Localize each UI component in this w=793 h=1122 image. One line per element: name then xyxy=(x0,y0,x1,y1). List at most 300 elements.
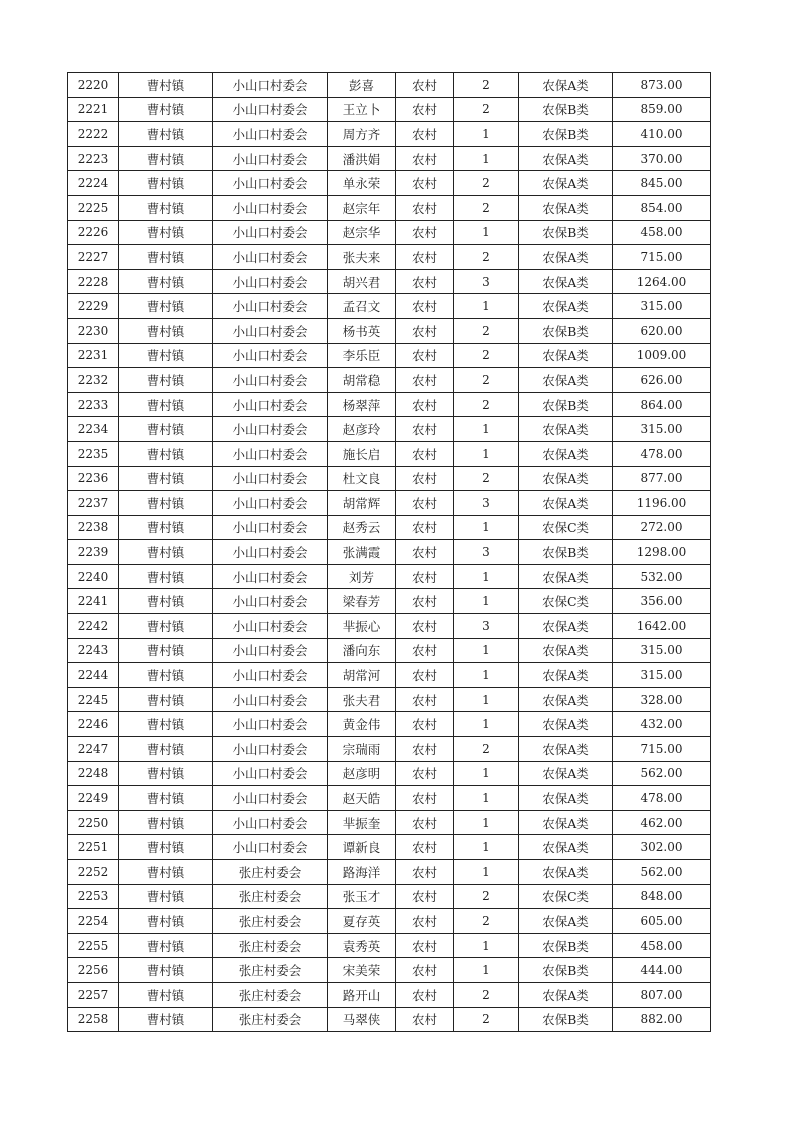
table-row xyxy=(68,564,711,589)
household-type-cell: 农村 xyxy=(396,982,454,1007)
name-cell: 梁春芳 xyxy=(328,589,396,614)
household-type-cell: 农村 xyxy=(396,515,454,540)
row-number-cell: 2258 xyxy=(68,1007,119,1032)
household-type-cell: 农村 xyxy=(396,146,454,171)
town-cell: 曹村镇 xyxy=(119,269,213,294)
table-row xyxy=(68,245,711,270)
family-size-cell: 1 xyxy=(454,663,519,688)
town-cell: 曹村镇 xyxy=(119,614,213,639)
name-cell: 杜文良 xyxy=(328,466,396,491)
family-size-cell: 2 xyxy=(454,982,519,1007)
insurance-category-cell: 农保A类 xyxy=(519,294,613,319)
insurance-category-cell: 农保C类 xyxy=(519,515,613,540)
table-row xyxy=(68,687,711,712)
amount-cell: 562.00 xyxy=(613,860,711,885)
table-row xyxy=(68,909,711,934)
insurance-category-cell: 农保A类 xyxy=(519,614,613,639)
village-committee-cell: 小山口村委会 xyxy=(213,171,328,196)
town-cell: 曹村镇 xyxy=(119,318,213,343)
village-committee-cell: 小山口村委会 xyxy=(213,786,328,811)
town-cell: 曹村镇 xyxy=(119,909,213,934)
village-committee-cell: 小山口村委会 xyxy=(213,195,328,220)
family-size-cell: 1 xyxy=(454,589,519,614)
insurance-category-cell: 农保C类 xyxy=(519,884,613,909)
name-cell: 赵天皓 xyxy=(328,786,396,811)
family-size-cell: 1 xyxy=(454,933,519,958)
amount-cell: 1264.00 xyxy=(613,269,711,294)
row-number-cell: 2251 xyxy=(68,835,119,860)
insurance-category-cell: 农保A类 xyxy=(519,417,613,442)
row-number-cell: 2249 xyxy=(68,786,119,811)
village-committee-cell: 张庄村委会 xyxy=(213,933,328,958)
row-number-cell: 2231 xyxy=(68,343,119,368)
amount-cell: 873.00 xyxy=(613,73,711,98)
village-committee-cell: 小山口村委会 xyxy=(213,343,328,368)
town-cell: 曹村镇 xyxy=(119,466,213,491)
amount-cell: 478.00 xyxy=(613,786,711,811)
village-committee-cell: 小山口村委会 xyxy=(213,589,328,614)
household-type-cell: 农村 xyxy=(396,122,454,147)
town-cell: 曹村镇 xyxy=(119,1007,213,1032)
amount-cell: 462.00 xyxy=(613,810,711,835)
town-cell: 曹村镇 xyxy=(119,441,213,466)
amount-cell: 859.00 xyxy=(613,97,711,122)
table-row xyxy=(68,810,711,835)
household-type-cell: 农村 xyxy=(396,564,454,589)
family-size-cell: 2 xyxy=(454,195,519,220)
row-number-cell: 2222 xyxy=(68,122,119,147)
row-number-cell: 2221 xyxy=(68,97,119,122)
household-type-cell: 农村 xyxy=(396,441,454,466)
town-cell: 曹村镇 xyxy=(119,933,213,958)
family-size-cell: 2 xyxy=(454,245,519,270)
family-size-cell: 2 xyxy=(454,737,519,762)
household-type-cell: 农村 xyxy=(396,491,454,516)
insurance-category-cell: 农保B类 xyxy=(519,318,613,343)
town-cell: 曹村镇 xyxy=(119,368,213,393)
name-cell: 赵彦明 xyxy=(328,761,396,786)
table-row xyxy=(68,1007,711,1032)
table-row xyxy=(68,835,711,860)
amount-cell: 715.00 xyxy=(613,245,711,270)
household-type-cell: 农村 xyxy=(396,860,454,885)
name-cell: 潘向东 xyxy=(328,638,396,663)
row-number-cell: 2225 xyxy=(68,195,119,220)
town-cell: 曹村镇 xyxy=(119,540,213,565)
household-type-cell: 农村 xyxy=(396,540,454,565)
household-type-cell: 农村 xyxy=(396,171,454,196)
table-row xyxy=(68,368,711,393)
insurance-category-cell: 农保A类 xyxy=(519,860,613,885)
village-committee-cell: 小山口村委会 xyxy=(213,687,328,712)
family-size-cell: 1 xyxy=(454,417,519,442)
amount-cell: 864.00 xyxy=(613,392,711,417)
family-size-cell: 1 xyxy=(454,810,519,835)
family-size-cell: 1 xyxy=(454,687,519,712)
amount-cell: 328.00 xyxy=(613,687,711,712)
village-committee-cell: 张庄村委会 xyxy=(213,958,328,983)
table-row xyxy=(68,614,711,639)
town-cell: 曹村镇 xyxy=(119,810,213,835)
row-number-cell: 2241 xyxy=(68,589,119,614)
amount-cell: 1642.00 xyxy=(613,614,711,639)
name-cell: 路海洋 xyxy=(328,860,396,885)
village-committee-cell: 张庄村委会 xyxy=(213,1007,328,1032)
village-committee-cell: 小山口村委会 xyxy=(213,294,328,319)
family-size-cell: 1 xyxy=(454,958,519,983)
household-type-cell: 农村 xyxy=(396,368,454,393)
insurance-category-cell: 农保A类 xyxy=(519,146,613,171)
row-number-cell: 2248 xyxy=(68,761,119,786)
table-row xyxy=(68,860,711,885)
table-row xyxy=(68,73,711,98)
household-type-cell: 农村 xyxy=(396,663,454,688)
household-type-cell: 农村 xyxy=(396,835,454,860)
row-number-cell: 2252 xyxy=(68,860,119,885)
table-row xyxy=(68,392,711,417)
insurance-category-cell: 农保A类 xyxy=(519,909,613,934)
household-type-cell: 农村 xyxy=(396,195,454,220)
name-cell: 张玉才 xyxy=(328,884,396,909)
amount-cell: 1009.00 xyxy=(613,343,711,368)
table-row xyxy=(68,933,711,958)
town-cell: 曹村镇 xyxy=(119,712,213,737)
table-row xyxy=(68,220,711,245)
name-cell: 赵宗华 xyxy=(328,220,396,245)
row-number-cell: 2247 xyxy=(68,737,119,762)
insurance-category-cell: 农保A类 xyxy=(519,564,613,589)
household-type-cell: 农村 xyxy=(396,269,454,294)
table-row xyxy=(68,441,711,466)
name-cell: 李乐臣 xyxy=(328,343,396,368)
town-cell: 曹村镇 xyxy=(119,663,213,688)
row-number-cell: 2233 xyxy=(68,392,119,417)
name-cell: 赵彦玲 xyxy=(328,417,396,442)
family-size-cell: 2 xyxy=(454,1007,519,1032)
row-number-cell: 2240 xyxy=(68,564,119,589)
insurance-category-cell: 农保B类 xyxy=(519,958,613,983)
insurance-category-cell: 农保A类 xyxy=(519,73,613,98)
row-number-cell: 2223 xyxy=(68,146,119,171)
row-number-cell: 2254 xyxy=(68,909,119,934)
household-type-cell: 农村 xyxy=(396,220,454,245)
amount-cell: 356.00 xyxy=(613,589,711,614)
town-cell: 曹村镇 xyxy=(119,171,213,196)
village-committee-cell: 小山口村委会 xyxy=(213,614,328,639)
household-type-cell: 农村 xyxy=(396,318,454,343)
household-type-cell: 农村 xyxy=(396,392,454,417)
household-type-cell: 农村 xyxy=(396,761,454,786)
row-number-cell: 2255 xyxy=(68,933,119,958)
name-cell: 张夫来 xyxy=(328,245,396,270)
row-number-cell: 2244 xyxy=(68,663,119,688)
town-cell: 曹村镇 xyxy=(119,786,213,811)
table-row xyxy=(68,122,711,147)
name-cell: 赵宗年 xyxy=(328,195,396,220)
table-row xyxy=(68,884,711,909)
insurance-category-cell: 农保A类 xyxy=(519,368,613,393)
row-number-cell: 2257 xyxy=(68,982,119,1007)
family-size-cell: 2 xyxy=(454,368,519,393)
family-size-cell: 2 xyxy=(454,884,519,909)
table-row xyxy=(68,97,711,122)
village-committee-cell: 小山口村委会 xyxy=(213,737,328,762)
household-type-cell: 农村 xyxy=(396,417,454,442)
name-cell: 谭新良 xyxy=(328,835,396,860)
family-size-cell: 3 xyxy=(454,269,519,294)
table-row xyxy=(68,491,711,516)
household-type-cell: 农村 xyxy=(396,466,454,491)
name-cell: 芈振奎 xyxy=(328,810,396,835)
village-committee-cell: 小山口村委会 xyxy=(213,441,328,466)
household-type-cell: 农村 xyxy=(396,343,454,368)
household-type-cell: 农村 xyxy=(396,712,454,737)
town-cell: 曹村镇 xyxy=(119,884,213,909)
family-size-cell: 2 xyxy=(454,392,519,417)
household-type-cell: 农村 xyxy=(396,294,454,319)
name-cell: 黄金伟 xyxy=(328,712,396,737)
insurance-category-cell: 农保A类 xyxy=(519,195,613,220)
name-cell: 周方齐 xyxy=(328,122,396,147)
family-size-cell: 1 xyxy=(454,146,519,171)
village-committee-cell: 张庄村委会 xyxy=(213,860,328,885)
amount-cell: 478.00 xyxy=(613,441,711,466)
village-committee-cell: 张庄村委会 xyxy=(213,982,328,1007)
insurance-category-cell: 农保B类 xyxy=(519,220,613,245)
town-cell: 曹村镇 xyxy=(119,515,213,540)
family-size-cell: 2 xyxy=(454,171,519,196)
insurance-category-cell: 农保A类 xyxy=(519,441,613,466)
name-cell: 张满霞 xyxy=(328,540,396,565)
amount-cell: 444.00 xyxy=(613,958,711,983)
town-cell: 曹村镇 xyxy=(119,73,213,98)
village-committee-cell: 小山口村委会 xyxy=(213,392,328,417)
table-row xyxy=(68,663,711,688)
household-type-cell: 农村 xyxy=(396,786,454,811)
insurance-category-cell: 农保A类 xyxy=(519,712,613,737)
name-cell: 路开山 xyxy=(328,982,396,1007)
table-row xyxy=(68,982,711,1007)
name-cell: 宗瑞雨 xyxy=(328,737,396,762)
table-row xyxy=(68,343,711,368)
village-committee-cell: 小山口村委会 xyxy=(213,835,328,860)
town-cell: 曹村镇 xyxy=(119,564,213,589)
village-committee-cell: 小山口村委会 xyxy=(213,368,328,393)
row-number-cell: 2232 xyxy=(68,368,119,393)
town-cell: 曹村镇 xyxy=(119,835,213,860)
village-committee-cell: 小山口村委会 xyxy=(213,491,328,516)
amount-cell: 626.00 xyxy=(613,368,711,393)
family-size-cell: 1 xyxy=(454,638,519,663)
insurance-category-cell: 农保A类 xyxy=(519,491,613,516)
family-size-cell: 3 xyxy=(454,491,519,516)
town-cell: 曹村镇 xyxy=(119,97,213,122)
town-cell: 曹村镇 xyxy=(119,687,213,712)
amount-cell: 315.00 xyxy=(613,663,711,688)
name-cell: 胡常河 xyxy=(328,663,396,688)
family-size-cell: 3 xyxy=(454,540,519,565)
village-committee-cell: 小山口村委会 xyxy=(213,318,328,343)
amount-cell: 877.00 xyxy=(613,466,711,491)
table-row xyxy=(68,515,711,540)
table-row xyxy=(68,466,711,491)
insurance-category-cell: 农保A类 xyxy=(519,786,613,811)
family-size-cell: 1 xyxy=(454,712,519,737)
name-cell: 胡常辉 xyxy=(328,491,396,516)
town-cell: 曹村镇 xyxy=(119,737,213,762)
row-number-cell: 2224 xyxy=(68,171,119,196)
family-size-cell: 2 xyxy=(454,97,519,122)
amount-cell: 458.00 xyxy=(613,933,711,958)
household-type-cell: 农村 xyxy=(396,245,454,270)
insurance-category-cell: 农保A类 xyxy=(519,171,613,196)
village-committee-cell: 小山口村委会 xyxy=(213,269,328,294)
table-row xyxy=(68,540,711,565)
name-cell: 彭喜 xyxy=(328,73,396,98)
village-committee-cell: 小山口村委会 xyxy=(213,663,328,688)
table-row xyxy=(68,269,711,294)
family-size-cell: 1 xyxy=(454,294,519,319)
table-row xyxy=(68,737,711,762)
village-committee-cell: 小山口村委会 xyxy=(213,515,328,540)
family-size-cell: 3 xyxy=(454,614,519,639)
village-committee-cell: 张庄村委会 xyxy=(213,909,328,934)
insurance-category-cell: 农保A类 xyxy=(519,835,613,860)
village-committee-cell: 小山口村委会 xyxy=(213,245,328,270)
name-cell: 孟召文 xyxy=(328,294,396,319)
village-committee-cell: 张庄村委会 xyxy=(213,884,328,909)
household-type-cell: 农村 xyxy=(396,909,454,934)
name-cell: 赵秀云 xyxy=(328,515,396,540)
row-number-cell: 2228 xyxy=(68,269,119,294)
table-row xyxy=(68,318,711,343)
insurance-category-cell: 农保A类 xyxy=(519,982,613,1007)
insurance-category-cell: 农保A类 xyxy=(519,737,613,762)
amount-cell: 1298.00 xyxy=(613,540,711,565)
insurance-category-cell: 农保A类 xyxy=(519,466,613,491)
family-size-cell: 1 xyxy=(454,564,519,589)
household-type-cell: 农村 xyxy=(396,73,454,98)
table-row xyxy=(68,294,711,319)
insurance-category-cell: 农保B类 xyxy=(519,1007,613,1032)
amount-cell: 432.00 xyxy=(613,712,711,737)
village-committee-cell: 小山口村委会 xyxy=(213,146,328,171)
row-number-cell: 2245 xyxy=(68,687,119,712)
family-size-cell: 2 xyxy=(454,73,519,98)
row-number-cell: 2235 xyxy=(68,441,119,466)
town-cell: 曹村镇 xyxy=(119,958,213,983)
amount-cell: 532.00 xyxy=(613,564,711,589)
town-cell: 曹村镇 xyxy=(119,195,213,220)
row-number-cell: 2220 xyxy=(68,73,119,98)
town-cell: 曹村镇 xyxy=(119,638,213,663)
amount-cell: 410.00 xyxy=(613,122,711,147)
name-cell: 杨翠萍 xyxy=(328,392,396,417)
insurance-category-cell: 农保A类 xyxy=(519,687,613,712)
village-committee-cell: 小山口村委会 xyxy=(213,564,328,589)
amount-cell: 562.00 xyxy=(613,761,711,786)
name-cell: 马翠侠 xyxy=(328,1007,396,1032)
town-cell: 曹村镇 xyxy=(119,245,213,270)
row-number-cell: 2239 xyxy=(68,540,119,565)
amount-cell: 315.00 xyxy=(613,638,711,663)
row-number-cell: 2236 xyxy=(68,466,119,491)
village-committee-cell: 小山口村委会 xyxy=(213,220,328,245)
table-row xyxy=(68,638,711,663)
village-committee-cell: 小山口村委会 xyxy=(213,73,328,98)
insurance-category-cell: 农保A类 xyxy=(519,810,613,835)
town-cell: 曹村镇 xyxy=(119,982,213,1007)
household-type-cell: 农村 xyxy=(396,810,454,835)
amount-cell: 854.00 xyxy=(613,195,711,220)
household-type-cell: 农村 xyxy=(396,737,454,762)
amount-cell: 882.00 xyxy=(613,1007,711,1032)
row-number-cell: 2246 xyxy=(68,712,119,737)
insurance-category-cell: 农保A类 xyxy=(519,343,613,368)
insurance-category-cell: 农保C类 xyxy=(519,589,613,614)
name-cell: 宋美荣 xyxy=(328,958,396,983)
insurance-category-cell: 农保A类 xyxy=(519,269,613,294)
amount-cell: 370.00 xyxy=(613,146,711,171)
insurance-category-cell: 农保A类 xyxy=(519,761,613,786)
row-number-cell: 2242 xyxy=(68,614,119,639)
household-type-cell: 农村 xyxy=(396,589,454,614)
family-size-cell: 1 xyxy=(454,220,519,245)
name-cell: 刘芳 xyxy=(328,564,396,589)
name-cell: 潘洪娟 xyxy=(328,146,396,171)
family-size-cell: 1 xyxy=(454,835,519,860)
insurance-category-cell: 农保B类 xyxy=(519,933,613,958)
name-cell: 胡常稳 xyxy=(328,368,396,393)
name-cell: 王立卜 xyxy=(328,97,396,122)
insurance-category-cell: 农保A类 xyxy=(519,638,613,663)
row-number-cell: 2253 xyxy=(68,884,119,909)
family-size-cell: 2 xyxy=(454,343,519,368)
village-committee-cell: 小山口村委会 xyxy=(213,417,328,442)
family-size-cell: 2 xyxy=(454,909,519,934)
family-size-cell: 1 xyxy=(454,515,519,540)
insurance-category-cell: 农保A类 xyxy=(519,663,613,688)
town-cell: 曹村镇 xyxy=(119,392,213,417)
table-row xyxy=(68,146,711,171)
table-body xyxy=(68,73,711,1032)
family-size-cell: 1 xyxy=(454,786,519,811)
row-number-cell: 2234 xyxy=(68,417,119,442)
name-cell: 夏存英 xyxy=(328,909,396,934)
row-number-cell: 2226 xyxy=(68,220,119,245)
row-number-cell: 2256 xyxy=(68,958,119,983)
name-cell: 杨书英 xyxy=(328,318,396,343)
insurance-category-cell: 农保B类 xyxy=(519,97,613,122)
town-cell: 曹村镇 xyxy=(119,417,213,442)
town-cell: 曹村镇 xyxy=(119,220,213,245)
amount-cell: 605.00 xyxy=(613,909,711,934)
town-cell: 曹村镇 xyxy=(119,860,213,885)
table-row xyxy=(68,712,711,737)
table-row xyxy=(68,958,711,983)
family-size-cell: 1 xyxy=(454,860,519,885)
table-row xyxy=(68,589,711,614)
insurance-category-cell: 农保B类 xyxy=(519,122,613,147)
amount-cell: 807.00 xyxy=(613,982,711,1007)
name-cell: 施长启 xyxy=(328,441,396,466)
family-size-cell: 1 xyxy=(454,441,519,466)
town-cell: 曹村镇 xyxy=(119,294,213,319)
village-committee-cell: 小山口村委会 xyxy=(213,540,328,565)
name-cell: 单永荣 xyxy=(328,171,396,196)
name-cell: 胡兴君 xyxy=(328,269,396,294)
amount-cell: 848.00 xyxy=(613,884,711,909)
